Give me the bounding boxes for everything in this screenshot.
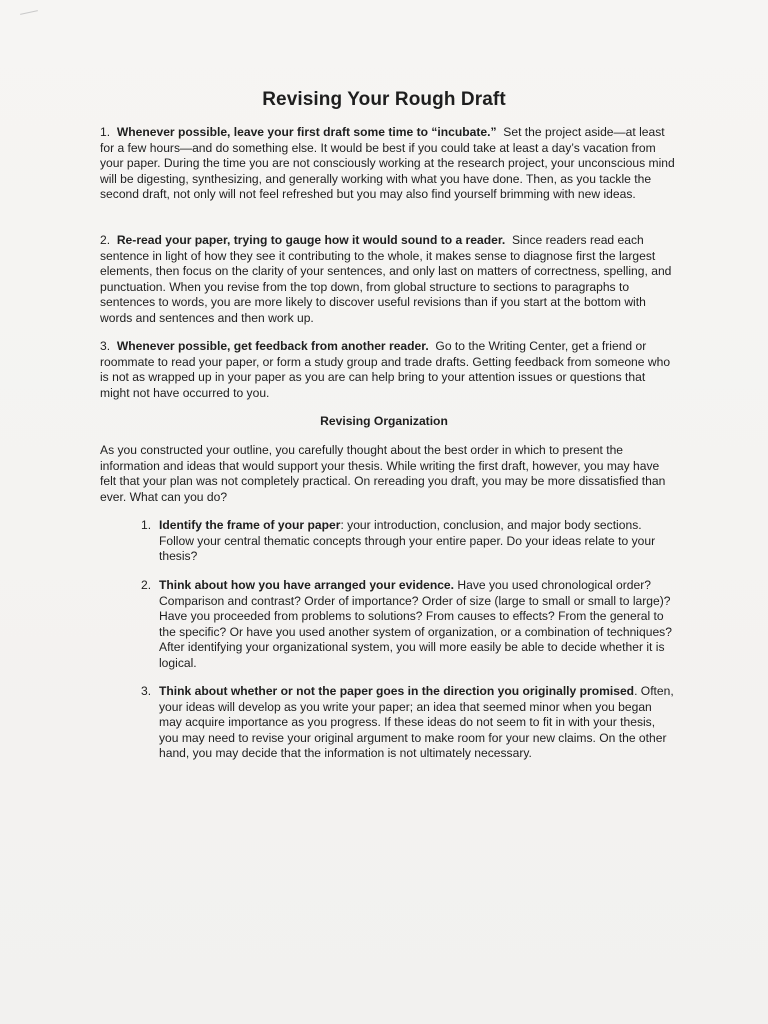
page-title: Revising Your Rough Draft [262,89,506,110]
paragraph-1-lead: Whenever possible, leave your first draft some time to “incubate.” [116,125,497,139]
list-item-2 [141,578,676,672]
paragraph-2-text: Since readers read each sentence in light of how they see it contributing to the whole, it makes sense to diagnose first the largest elements, then focus on the clarity of your sentences, and only last on matters of correctness, spelling, and punctuation. When you revise from the top down, from global structure to sections to paragraphs to sentences to words, you are more likely to discover useful revisions than if you start at the bottom with words and sentences and then work up. [100,233,672,325]
list-item-3-lead: Think about whether or not the paper goes in the direction you originally promised [159,684,635,698]
list-item-2-lead: Think about how you have arranged your evidence. [159,578,455,592]
paragraph-1-number: 1. [100,125,111,139]
paragraph-1 [100,125,675,203]
list-item-1 [141,518,676,565]
list-item-2-text: Have you used chronological order? Comparison and contrast? Order of importance? Order of size (large to small or small to large)? Have you proceeded from problems to solutions? From causes to effects? From the general to the specific? Or have you used another system of organization, or a combination of techniques? After identifying your organizational system, you will more easily be able to decide whether it is logical. [159,578,672,670]
list-item-1-text: : your introduction, conclusion, and major body sections. Follow your central thematic concepts through your entire paper. Do your ideas relate to your thesis? [159,518,656,564]
list-item-3 [141,684,676,762]
intro-paragraph: As you constructed your outline, you carefully thought about the best order in which to present the information and ideas that would support your thesis. While writing the first draft, however, you may have felt that your plan was not completely practical. On rereading you draft, you may be more dissatisfied than ever. What can you do? [100,443,666,504]
paragraph-2-lead: Re-read your paper, trying to gauge how it would sound to a reader. [116,233,506,247]
paragraph-3-number: 3. [100,339,111,353]
list-item-2-number: 2. [141,578,152,592]
section-heading: Revising Organization [320,414,448,428]
paragraph-3-lead: Whenever possible, get feedback from another reader. [116,339,429,353]
paragraph-2 [100,233,675,327]
paragraph-2-number: 2. [100,233,111,247]
list-item-1-lead: Identify the frame of your paper [159,518,341,532]
list-item-3-text: . Often, your ideas will develop as you write your paper; an idea that seemed minor when you began may acquire importance as you progress. If these ideas do not seem to fit in with your thesis, you may need to revise your original argument to make room for your new claims. On the other hand, you may decide that the information is not ultimately necessary. [159,684,674,761]
list-item-1-number: 1. [141,518,152,532]
paragraph-3-text: Go to the Writing Center, get a friend or roommate to read your paper, or form a study group and trade drafts. Getting feedback from someone who is not as wrapped up in your paper as you are can help bring to your attention issues or questions that might not have occurred to you. [100,339,671,400]
paragraph-1-text: Set the project aside—at least for a few hours—and do something else. It would be best if you could take at least a day’s vacation from your paper. During the time you are not consciously working at the research project, your unconscious mind will be digesting, synthesizing, and generally working with what you have done. Then, as you tackle the second draft, not only will not feel refreshed but you may also find yourself brimming with new ideas. [100,125,675,202]
scan-mark [20,10,38,15]
paragraph-3 [100,339,675,401]
list-item-3-number: 3. [141,684,152,698]
